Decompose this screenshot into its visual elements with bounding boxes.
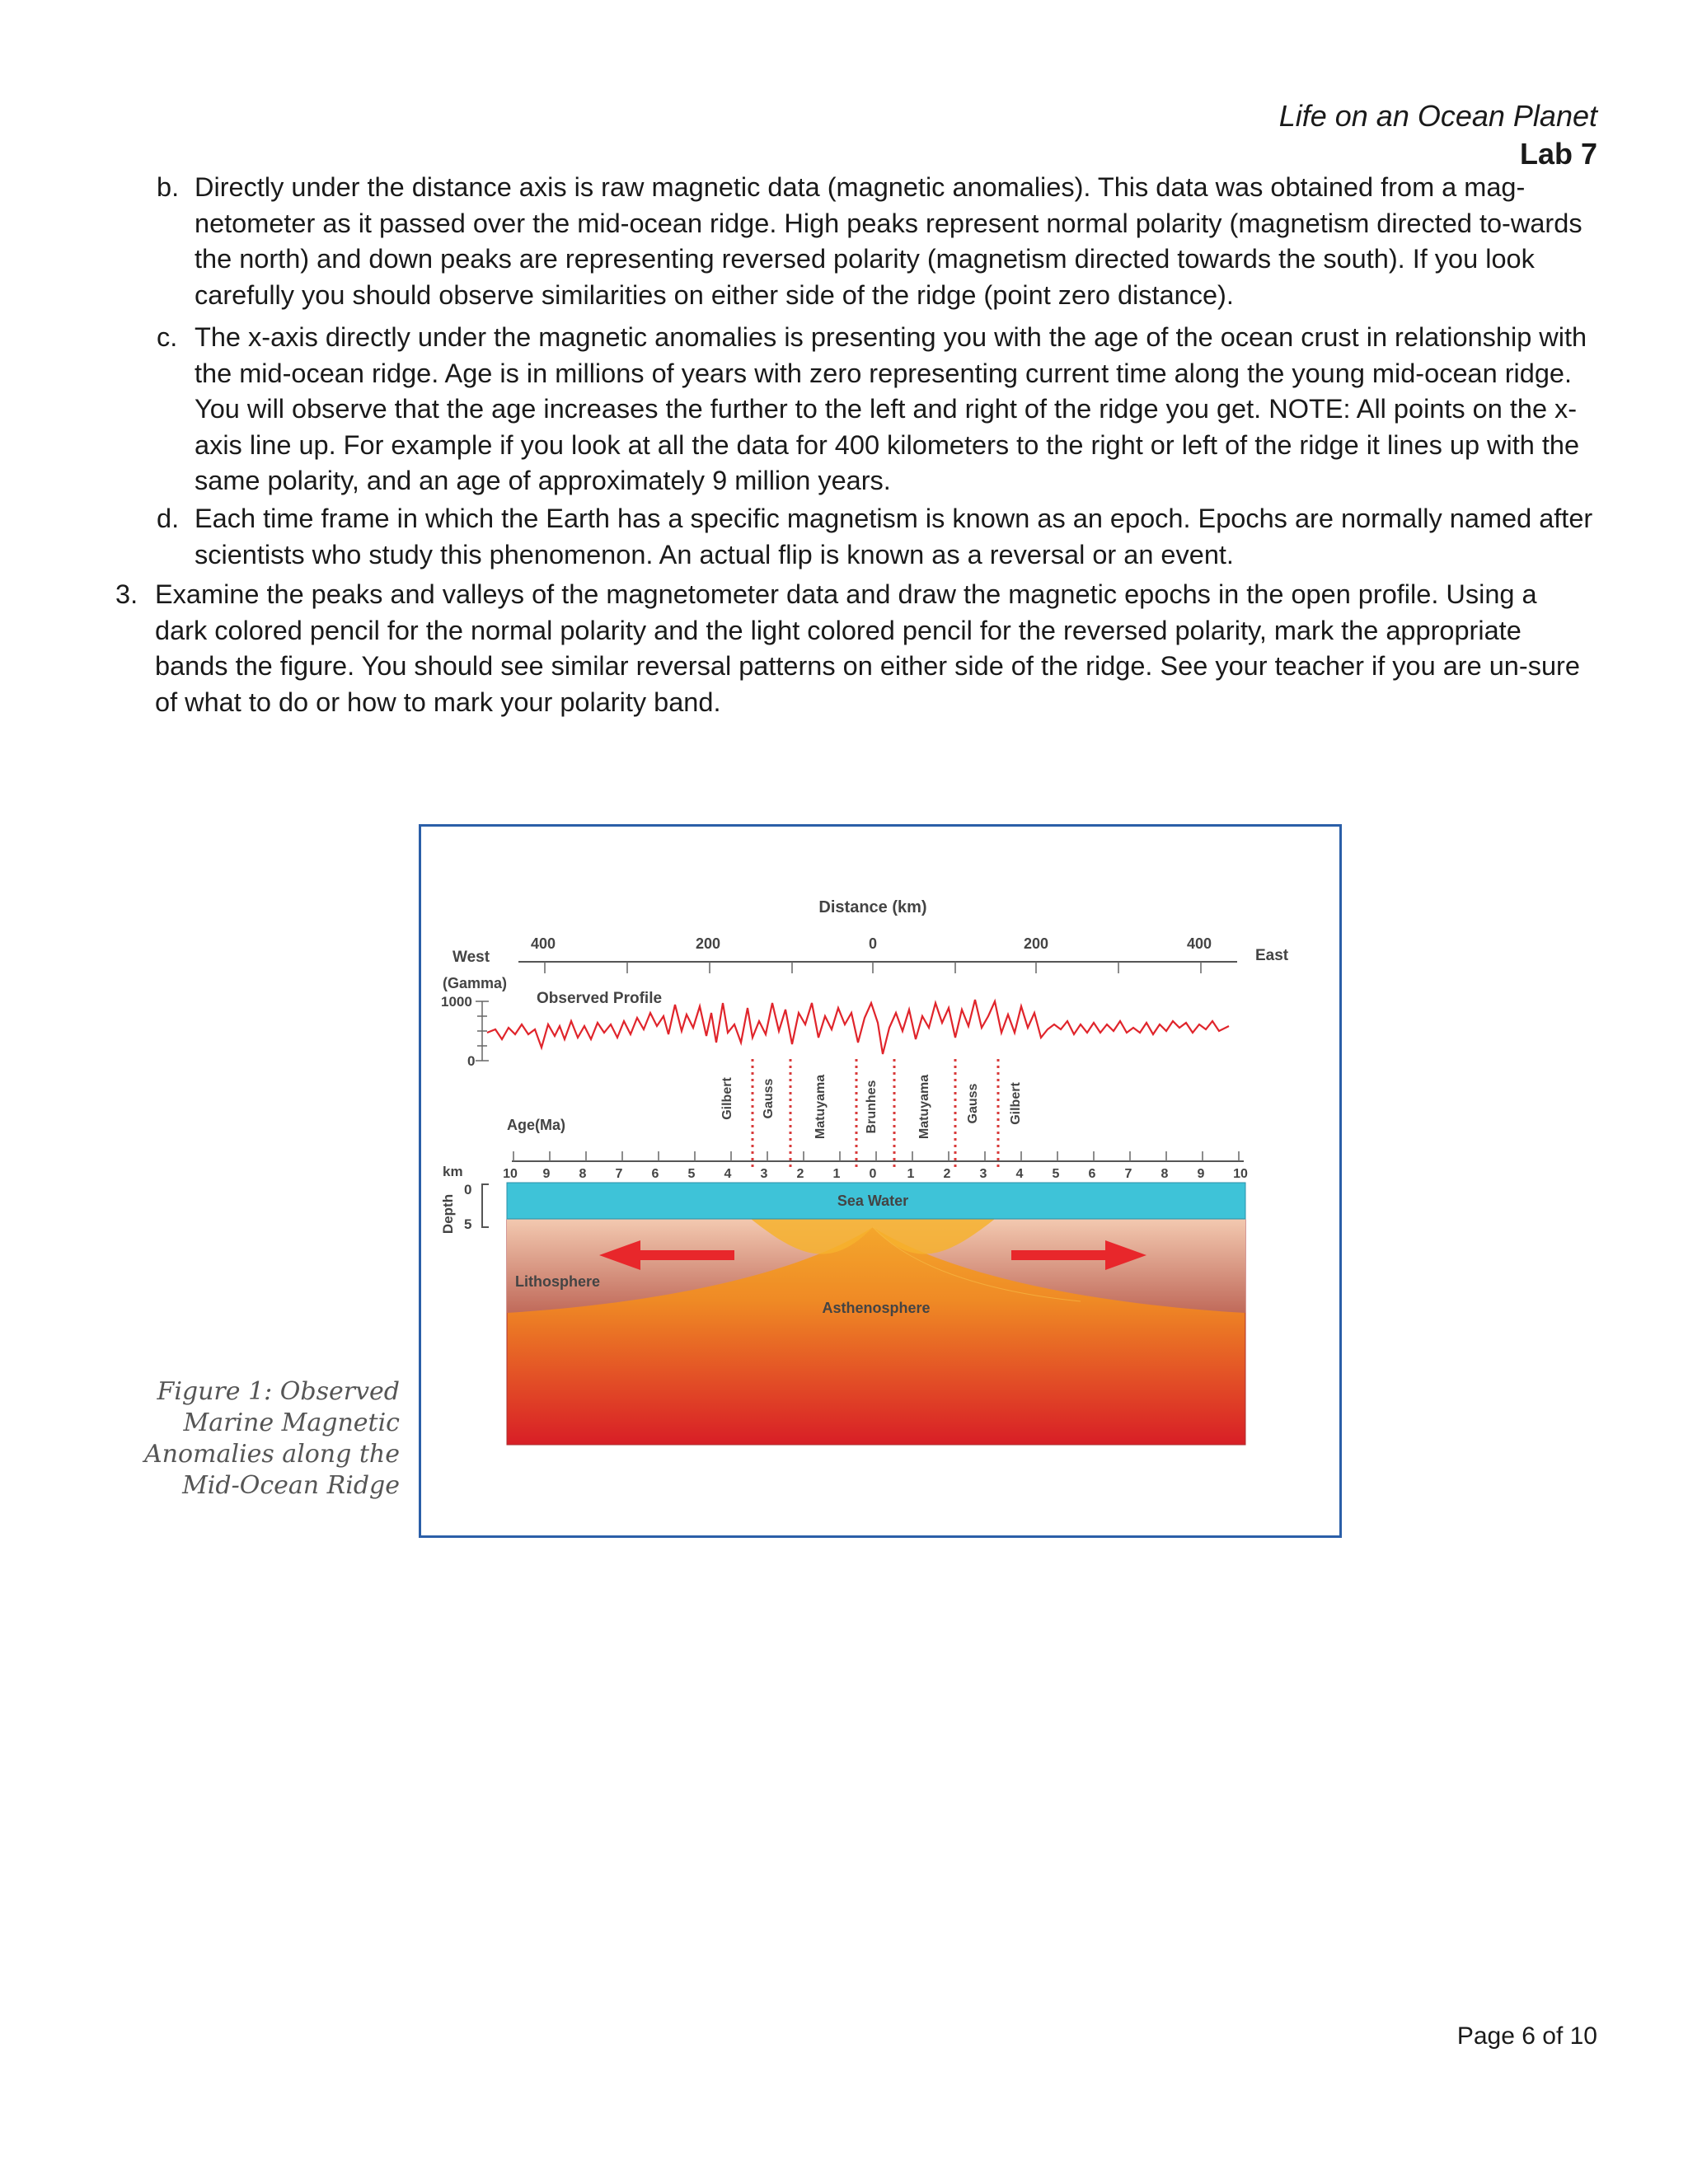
distance-tick-label: 400 (1186, 935, 1212, 952)
sea-water-label: Sea Water (837, 1193, 909, 1209)
age-tick-label: 8 (1160, 1167, 1169, 1181)
age-axis-label: Age(Ma) (507, 1117, 565, 1133)
gamma-scale-bar (476, 1001, 489, 1061)
depth-axis-label: Depth (440, 1193, 456, 1235)
age-tick-label: 6 (1088, 1167, 1096, 1181)
depth-bottom-label: 5 (464, 1216, 472, 1232)
list-marker: c. (157, 322, 178, 352)
observed-profile-line (487, 1000, 1229, 1054)
age-tick-label: 10 (503, 1167, 518, 1181)
depth-top-label: 0 (464, 1182, 472, 1197)
figure-magnetic-anomalies (419, 824, 1342, 1538)
distance-tick-label: 200 (695, 935, 721, 952)
age-tick-label: 7 (1124, 1167, 1132, 1181)
list-item-text: Directly under the distance axis is raw magnetic data (magnetic anomalies). This data was obtained from a mag-netometer as it passed over the mid-ocean ridge. High peaks represent normal polarity (magnetism directed to-wards the north) and down peaks are representing reversed polarity (magnetism directed towards the south). If you look carefully you should observe similarities on either side of the ridge (point zero distance). (195, 172, 1582, 310)
age-tick-label: 4 (1015, 1167, 1024, 1181)
list-item (157, 320, 1596, 499)
depth-unit-label: km (443, 1164, 463, 1179)
page-header (1279, 97, 1597, 173)
age-tick-label: 4 (724, 1167, 732, 1181)
age-tick-label: 8 (579, 1167, 587, 1181)
gamma-label: (Gamma) (443, 975, 508, 991)
list-item-text: The x-axis directly under the magnetic anomalies is presenting you with the age of the ocean crust in relationship with the mid-ocean ridge. Age is in millions of years with zero representing current time along the young mid-ocean ridge. You will observe that the age increases the further to the left and right of the ridge you get. NOTE: All points on the x-axis line up. For example if you look at all the data for 400 kilometers to the right or left of the ridge it lines up with the same polarity, and an age of approximately 9 million years. (195, 322, 1587, 495)
distance-axis-ticks (545, 962, 1201, 973)
document-title: Life on an Ocean Planet (1278, 99, 1597, 133)
list-marker: 3. (115, 579, 138, 609)
gamma-bottom-label: 0 (467, 1053, 476, 1069)
list-item-text: Each time frame in which the Earth has a specific magnetism is known as an epoch. Epochs are normally named after scientists who study this phenomenon. An actual flip is known as a reversal or an event. (195, 504, 1593, 569)
epoch-label: Matuyama (814, 1074, 828, 1140)
asthenosphere-label: Asthenosphere (822, 1300, 931, 1316)
age-tick-labels (503, 1167, 1248, 1181)
list-item (157, 501, 1596, 573)
distance-axis-title: Distance (km) (818, 898, 927, 916)
page-number: Page 6 of 10 (1456, 2022, 1597, 2050)
age-tick-label: 5 (687, 1167, 696, 1181)
epoch-label: Gilbert (720, 1077, 734, 1120)
list-item-text: Examine the peaks and valleys of the magnetometer data and draw the magnetic epochs in the open profile. Using a dark colored pencil for the normal polarity and the light colored pencil for the reversed polarity, mark the appropriate bands the figure. You should see similar reversal patterns on either side of the ridge. See your teacher if you are un-sure of what to do or how to mark your polarity band. (155, 579, 1580, 717)
age-tick-label: 3 (760, 1167, 768, 1181)
age-tick-label: 10 (1233, 1167, 1248, 1181)
observed-profile-label: Observed Profile (537, 990, 663, 1007)
depth-scale-bracket (482, 1184, 489, 1227)
age-axis-ticks (513, 1151, 1239, 1161)
epoch-label: Matuyama (917, 1074, 931, 1140)
age-tick-label: 6 (651, 1167, 659, 1181)
list-marker: b. (157, 172, 180, 202)
lithosphere-label: Lithosphere (515, 1273, 601, 1290)
gamma-top-label: 1000 (441, 994, 472, 1010)
distance-tick-label: 0 (868, 935, 878, 952)
west-label: West (452, 949, 490, 966)
epoch-label: Gauss (966, 1083, 980, 1124)
distance-tick-label: 200 (1023, 935, 1049, 952)
age-tick-label: 9 (1197, 1167, 1205, 1181)
age-tick-label: 1 (832, 1167, 841, 1181)
age-tick-label: 9 (542, 1167, 551, 1181)
figure-caption: Figure 1: Observed Marine Magnetic Anomalies along the Mid-Ocean Ridge (144, 1377, 400, 1500)
list-marker: d. (157, 504, 180, 533)
list-item (115, 577, 1596, 720)
age-tick-label: 0 (869, 1167, 877, 1181)
figure-diagram (421, 827, 1339, 1535)
epoch-label: Brunhes (865, 1080, 879, 1134)
lab-number: Lab 7 (1519, 137, 1597, 171)
age-tick-label: 2 (796, 1167, 804, 1181)
east-label: East (1255, 947, 1289, 964)
epoch-label: Gilbert (1009, 1082, 1023, 1125)
epoch-label: Gauss (762, 1078, 776, 1119)
age-tick-label: 5 (1052, 1167, 1060, 1181)
age-tick-label: 1 (907, 1167, 915, 1181)
distance-tick-label: 400 (530, 935, 556, 952)
age-tick-label: 2 (943, 1167, 951, 1181)
list-item (157, 170, 1596, 313)
age-tick-label: 3 (979, 1167, 987, 1181)
age-tick-label: 7 (615, 1167, 623, 1181)
